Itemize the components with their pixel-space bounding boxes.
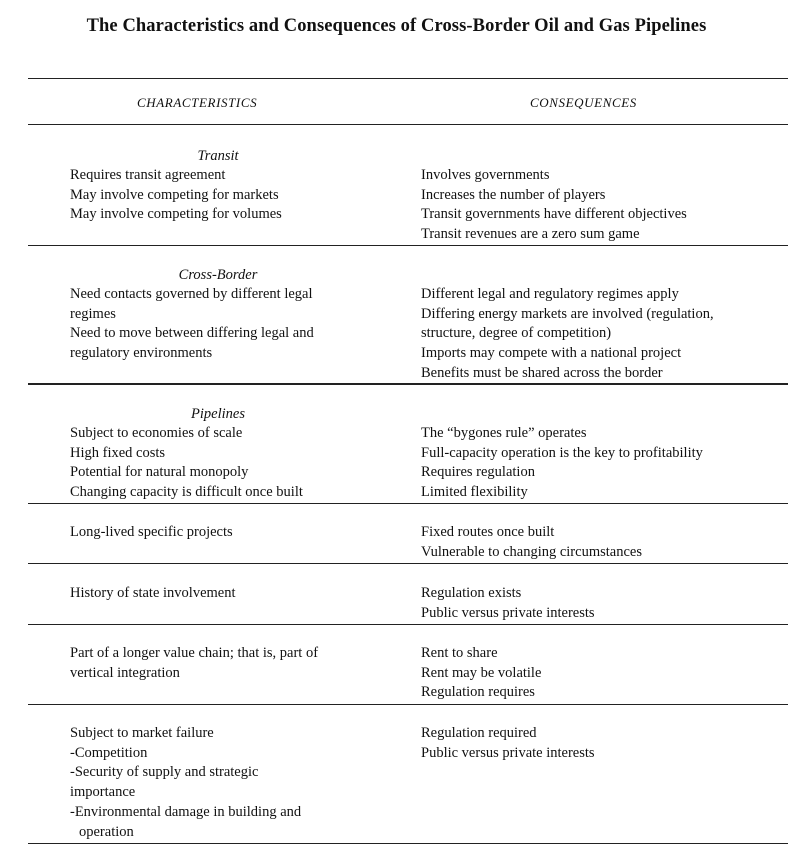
list-item: Full-capacity operation is the key to profitability	[421, 444, 703, 461]
list-item: structure, degree of competition)	[421, 325, 612, 342]
consequences-list	[421, 523, 791, 562]
list-item: Differing energy markets are involved (regulation,	[421, 305, 714, 322]
list-item: Rent to share	[421, 645, 498, 661]
section-heading: Pipelines	[191, 406, 245, 422]
list-item: operation	[79, 823, 134, 840]
list-item: May involve competing for markets	[70, 186, 279, 203]
list-item: -Security of supply and strategic	[70, 764, 259, 781]
consequences-list	[421, 285, 791, 384]
consequences-list	[421, 424, 791, 503]
list-item: Transit governments have different objectives	[421, 206, 687, 223]
characteristics-list	[70, 724, 390, 842]
section-rule	[28, 704, 788, 705]
list-item: High fixed costs	[70, 444, 166, 461]
section-heading: Cross-Border	[178, 267, 258, 283]
list-item: Vulnerable to changing circumstances	[421, 543, 642, 560]
list-item: History of state involvement	[70, 585, 236, 601]
list-item: Imports may compete with a national project	[421, 345, 682, 362]
list-item: Part of a longer value chain; that is, part of	[70, 645, 319, 661]
characteristics-list	[70, 584, 390, 604]
list-item: Potential for natural monopoly	[70, 464, 249, 481]
list-item: -Competition	[70, 744, 148, 761]
list-item: Involves governments	[421, 167, 550, 183]
consequences-list	[421, 166, 791, 245]
characteristics-header: CHARACTERISTICS	[137, 95, 258, 110]
consequences-list	[421, 644, 791, 703]
list-item: The “bygones rule” operates	[421, 425, 587, 441]
top-rule	[28, 78, 788, 79]
list-item: Changing capacity is difficult once built	[70, 484, 303, 501]
header-rule	[28, 124, 788, 125]
list-item: importance	[70, 784, 136, 801]
list-item: Regulation requires	[421, 684, 535, 701]
list-item: Transit revenues are a zero sum game	[421, 226, 640, 243]
characteristics-list	[70, 424, 390, 503]
list-item: Different legal and regulatory regimes apply	[421, 286, 679, 302]
list-item: vertical integration	[70, 664, 180, 681]
list-item: Regulation exists	[421, 585, 522, 601]
list-item: regulatory environments	[70, 345, 213, 362]
characteristics-list	[70, 644, 390, 683]
consequences-list	[421, 584, 791, 623]
list-item: regimes	[70, 305, 116, 322]
list-item: Increases the number of players	[421, 186, 606, 203]
section-rule	[28, 624, 788, 625]
list-item: Subject to economies of scale	[70, 425, 243, 441]
section-rule	[28, 503, 788, 504]
list-item: Regulation required	[421, 725, 537, 741]
list-item: Subject to market failure	[70, 725, 214, 741]
list-item: Fixed routes once built	[421, 524, 555, 540]
list-item: -Environmental damage in building and	[70, 803, 302, 820]
consequences-list	[421, 724, 791, 763]
list-item: May involve competing for volumes	[70, 206, 282, 223]
characteristics-list	[70, 166, 390, 225]
characteristics-list	[70, 523, 390, 543]
list-item: Requires regulation	[421, 464, 535, 481]
bottom-rule	[28, 843, 788, 844]
list-item: Benefits must be shared across the border	[421, 364, 663, 381]
section-rule	[28, 563, 788, 564]
consequences-header: CONSEQUENCES	[530, 95, 637, 110]
list-item: Limited flexibility	[421, 484, 528, 501]
section-rule	[28, 245, 788, 246]
section-rule	[28, 383, 788, 385]
section-heading: Transit	[197, 148, 239, 164]
table-title: The Characteristics and Consequences of Cross-Border Oil and Gas Pipelines	[86, 16, 707, 36]
list-item: Need contacts governed by different legal	[70, 286, 313, 302]
list-item: Public versus private interests	[421, 744, 595, 761]
list-item: Requires transit agreement	[70, 167, 226, 183]
list-item: Rent may be volatile	[421, 664, 542, 681]
characteristics-list	[70, 285, 390, 364]
list-item: Long-lived specific projects	[70, 524, 233, 540]
list-item: Public versus private interests	[421, 604, 595, 621]
list-item: Need to move between differing legal and	[70, 325, 314, 342]
